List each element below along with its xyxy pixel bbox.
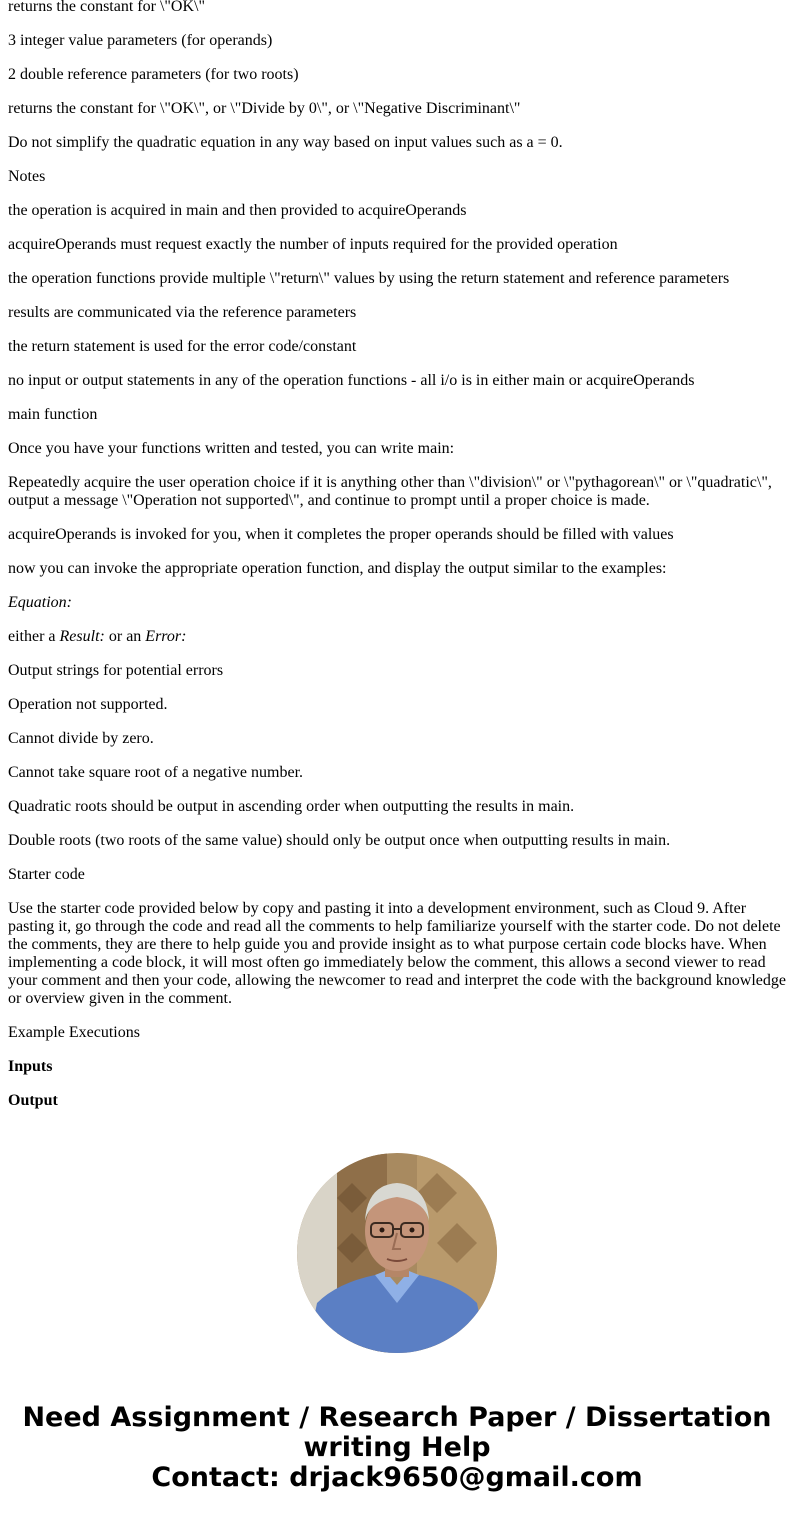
result-label: Result: [59, 628, 105, 645]
section-heading-main-function: main function [8, 406, 98, 423]
paragraph: the return statement is used for the error code/constant [8, 338, 357, 355]
paragraph: results are communicated via the reference parameters [8, 304, 357, 321]
paragraph: no input or output statements in any of the operation functions - all i/o is in either main or acquireOperands [8, 372, 695, 389]
either-line [8, 628, 786, 646]
paragraph: Use the starter code provided below by copy and pasting it into a development environment, such as Cloud 9. After pasting it, go through the code and read all the comments to help familiarize yourself with the starter code. Do not delete the comments, they are there to help guide you and provide insight as to what purpose certain code blocks have. When implementing a code block, it will most often go immediately below the comment, this allows a second viewer to read your comment and then your code, allowing the newcomer to read and interpret the code with the background knowledge or overview given in the comment. [8, 900, 786, 1007]
avatar-portrait [297, 1153, 497, 1353]
document-body [8, 0, 786, 1126]
paragraph: returns the constant for \"OK\", or \"Divide by 0\", or \"Negative Discriminant\" [8, 100, 521, 117]
paragraph: Do not simplify the quadratic equation in any way based on input values such as a = 0. [8, 134, 563, 151]
paragraph: Once you have your functions written and tested, you can write main: [8, 440, 455, 457]
paragraph: acquireOperands must request exactly the number of inputs required for the provided operation [8, 236, 618, 253]
inputs-heading: Inputs [8, 1058, 53, 1075]
paragraph: the operation functions provide multiple \"return\" values by using the return statement and reference parameters [8, 270, 730, 287]
paragraph: 2 double reference parameters (for two roots) [8, 66, 299, 83]
banner-line: writing Help [303, 1432, 491, 1463]
paragraph: Quadratic roots should be output in ascending order when outputting the results in main. [8, 798, 575, 815]
paragraph: Repeatedly acquire the user operation choice if it is anything other than \"division\" or \"pythagorean\" or \"quadratic\", output a message \"Operation not supported\", and continue to prompt until a proper choice is made. [8, 474, 772, 509]
banner-line: Need Assignment / Research Paper / Dissertation [22, 1402, 772, 1433]
error-string: Cannot take square root of a negative number. [8, 764, 304, 781]
paragraph: 3 integer value parameters (for operands) [8, 32, 273, 49]
output-heading: Output [8, 1092, 58, 1109]
paragraph: the operation is acquired in main and then provided to acquireOperands [8, 202, 467, 219]
paragraph: Double roots (two roots of the same value) should only be output once when outputting results in main. [8, 832, 671, 849]
avatar [297, 1153, 497, 1353]
either-middle: or an [104, 628, 146, 645]
error-label: Error: [145, 628, 187, 645]
section-heading-notes: Notes [8, 168, 46, 185]
section-heading-errors: Output strings for potential errors [8, 662, 224, 679]
either-prefix: either a [8, 628, 60, 645]
banner-contact-line: Contact: drjack9650@gmail.com [151, 1462, 643, 1493]
equation-label: Equation: [8, 594, 72, 611]
paragraph: now you can invoke the appropriate operation function, and display the output similar to the examples: [8, 560, 667, 577]
contact-banner [0, 1403, 794, 1493]
section-heading-examples: Example Executions [8, 1024, 140, 1041]
section-heading-starter-code: Starter code [8, 866, 85, 883]
paragraph: returns the constant for \"OK\" [8, 0, 206, 15]
error-string: Cannot divide by zero. [8, 730, 154, 747]
paragraph: acquireOperands is invoked for you, when it completes the proper operands should be filled with values [8, 526, 674, 543]
error-string: Operation not supported. [8, 696, 168, 713]
equation-label-line [8, 594, 786, 612]
